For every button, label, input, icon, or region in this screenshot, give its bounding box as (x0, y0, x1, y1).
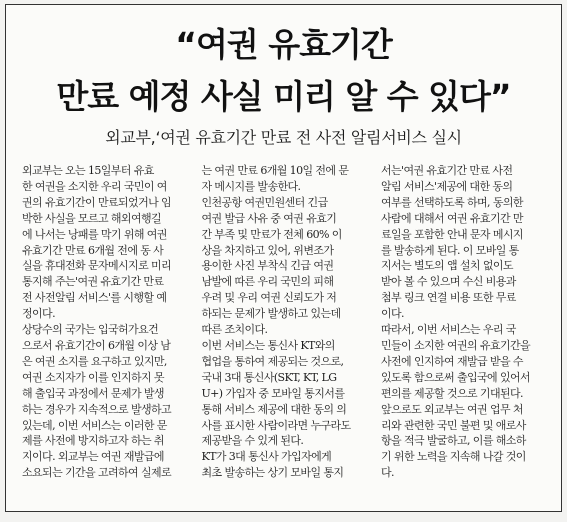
article-column-3 (381, 163, 549, 481)
paragraph: 이번 서비스는 통신사 KT와의 협업을 통하여 제공되는 것으로, 국내 3대 통신사(SKT, KT, LG U+) 가입자 중 모바일 통지서를 통해 서비스 제공에 대한 동의 의 사를 표시한 사람이라면 누구라도 제공받을 수 있게 된다. (201, 338, 351, 448)
paragraph: 인천공항 여권민원센터 긴급 여권 발급 사유 중 여권 유효기 간 부족 및 만료가 전체 60% 이 상을 차지하고 있어, 위변조가 용이한 사진 부착식 긴급 여권 남발에 따른 우리 국민의 피해 우려 및 우리 여권 신뢰도가 저 하되는 문제가 발생하고 있는데 따른 조치이다. (201, 195, 342, 337)
subheadline: 외교부,‘여권 유효기간 만료 전 사전 알림서비스 실시 (105, 128, 462, 147)
paragraph: 서는'여권 유효기간 만료 사전 알림 서비스'제공에 대한 동의 여부를 선택하도록 하며, 동의한 사람에 대해서 여권 유효기간 만 료일을 포함한 안내 문자 메시지 를 발송하게 된다. 이 모바일 통 지서는 별도의 앱 설치 없이도 받아 볼 수 있으며 수신 비용과 첨부 링크 연결 비용 또한 무료 이다. (381, 164, 523, 321)
paragraph: 는 여권 만료 6개월 10일 전에 문 자 메시지를 발송한다. (201, 164, 349, 193)
paragraph: 따라서, 이번 서비스는 우리 국 민들이 소지한 여권의 유효기간을 사전에 인지하여 재발급 받을 수 있도록 함으로써 출입국에 있어서 편의를 제공할 것으로 기대된다. 앞으로도 외교부는 여권 업무 처 리와 관련한 국민 불편 및 애로사 항을 적극 발굴하고, 이를 해소하 기 위한 노력을 지속해 나갈 것이 다. (381, 323, 531, 480)
headline-line-1: “여권 유효기간 (175, 25, 392, 64)
headline-line-2: 만료 예정 사실 미리 알 수 있다” (56, 77, 511, 116)
article-body (22, 163, 549, 481)
paragraph: 상당수의 국가는 입국허가요건 으로서 유효기간이 6개월 이상 남 은 여권 소지를 요구하고 있지만, 여권 소지자가 이를 인지하지 못 해 출입국 과정에서 문제가 발생 하는 경우가 지속적으로 발생하고 있는데, 이번 서비스는 이러한 문 제를 사전에 방지하고자 하는 취 지이다. 외교부는 여권 재발급에 소요되는 기간을 고려하여 실제로 (22, 323, 172, 480)
article-column-2 (202, 163, 370, 481)
paragraph: KT가 3대 통신사 가입자에게 최초 발송하는 상기 모바일 통지 (201, 450, 344, 480)
newspaper-clipping (5, 4, 562, 512)
article-column-1 (22, 163, 190, 481)
paragraph: 외교부는 오는 15일부터 유효 한 여권을 소지한 우리 국민이 여 권의 유효기간이 만료되었거나 임 박한 사실을 모르고 해외여행길 에 나서는 낭패를 막기 위해 여권 유효기간 만료 6개월 전에 동 사 실을 휴대전화 문자메시지로 미리 통지해 주는'여권 유효기간 만료 전 사전알림 서비스'를 시행할 예 정이다. (22, 164, 172, 321)
